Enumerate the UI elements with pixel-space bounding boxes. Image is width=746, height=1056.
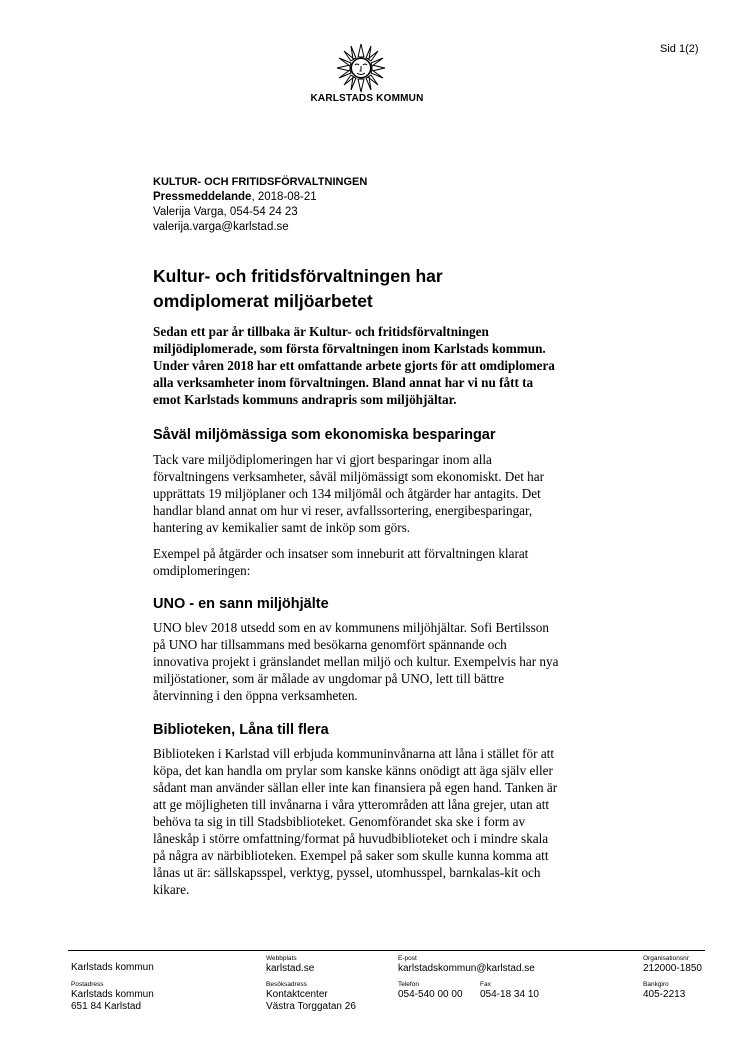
contact-email: valerija.varga@karlstad.se xyxy=(153,221,289,233)
lead-line: Under våren 2018 har ett omfattande arbete gjorts för att omdiplomera xyxy=(153,358,555,373)
paragraph-line: handlar bland annat om hur vi reser, avfallssortering, energibesparingar, xyxy=(153,503,533,518)
paragraph-line: återvinning i den öppna verksamheten. xyxy=(153,688,358,703)
press-label: Pressmeddelande xyxy=(153,191,252,203)
footer-post-line: Karlstads kommun xyxy=(71,989,154,1000)
lead-paragraph xyxy=(153,323,633,408)
footer-org-name: Karlstads kommun xyxy=(71,962,154,973)
footer-web-label: Webbplats xyxy=(266,955,297,962)
footer-visit-line: Kontaktcenter xyxy=(266,989,328,1000)
paragraph-line: behöva ta sig in till Stadsbiblioteket. Genomförandet ska ske i form av xyxy=(153,814,526,829)
headline-line: omdiplomerat miljöarbetet xyxy=(153,291,373,311)
lead-line: emot Karlstads kommuns andrapris som miljöhjältar. xyxy=(153,392,457,407)
paragraph-line: upprättats 19 miljöplaner och 134 miljömål och åtgärder har antagits. Det xyxy=(153,486,541,501)
footer-bankgiro-value: 405-2213 xyxy=(643,989,686,1000)
footer-orgnr xyxy=(643,955,702,975)
lead-line: alla verksamheter inom förvaltningen. Bland annat har vi nu fått ta xyxy=(153,375,534,390)
paragraph-line: på UNO har tillsammans med besökarna genomfört spännande och xyxy=(153,637,507,652)
headline xyxy=(153,264,613,314)
footer-fax-value: 054-18 34 10 xyxy=(480,989,539,1000)
paragraph-line: sådant man använder sällan eller inte kan finansiera på egen hand. Tanken är xyxy=(153,780,558,795)
footer-web xyxy=(266,955,314,975)
footer-phone-value: 054-540 00 00 xyxy=(398,989,463,1000)
footer-post xyxy=(71,981,154,1013)
lead-line: miljödiplomerade, som första förvaltningen inom Karlstads kommun. xyxy=(153,341,546,356)
footer-post-line: 651 84 Karlstad xyxy=(71,1001,142,1012)
section-paragraph xyxy=(153,451,633,536)
sun-logo-icon xyxy=(336,42,386,94)
page-number: Sid 1(2) xyxy=(660,43,699,55)
paragraph-line: förvaltningens verksamheter, såväl miljömässigt som ekonomiskt. Det har xyxy=(153,469,544,484)
paragraph-line: låneskåp i större omfattning/format på huvudbiblioteket och i mindre skala xyxy=(153,831,549,846)
paragraph-line: kikare. xyxy=(153,882,190,897)
footer-phone-label: Telefon xyxy=(398,981,419,988)
footer-fax xyxy=(480,981,539,1001)
paragraph-line: Exempel på åtgärder och insatser som inneburit att förvaltningen klarat xyxy=(153,546,529,561)
paragraph-line: miljöstationer, som är målade av ungdomar på UNO, lett till bättre xyxy=(153,671,505,686)
footer-email-value: karlstadskommun@karlstad.se xyxy=(398,963,535,974)
paragraph-line: omdiplomeringen: xyxy=(153,563,251,578)
footer-org xyxy=(71,962,154,974)
footer-visit-line: Västra Torggatan 26 xyxy=(266,1001,356,1012)
footer-post-label: Postadress xyxy=(71,981,104,988)
sender-block xyxy=(153,175,367,235)
headline-line: Kultur- och fritidsförvaltningen har xyxy=(153,266,443,286)
paragraph-line: att ge möjligheten till invånarna i våra ytterområden att låna grejer, utan att xyxy=(153,797,550,812)
footer-divider xyxy=(68,950,705,951)
paragraph-line: köpa, det kan handla om prylar som kanske känns onödigt att äga själv eller xyxy=(153,763,553,778)
section-paragraph xyxy=(153,745,633,898)
paragraph-line: innovativa projekt i gränslandet mellan miljö och kultur. Exempelvis har nya xyxy=(153,654,559,669)
paragraph-line: Tack vare miljödiplomeringen har vi gjort besparingar inom alla xyxy=(153,452,492,467)
lead-line: Sedan ett par år tillbaka är Kultur- och fritidsförvaltningen xyxy=(153,324,489,339)
paragraph-line: på några av närbiblioteken. Exempel på saker som skulle kunna komma att xyxy=(153,848,549,863)
footer-bankgiro xyxy=(643,981,685,1001)
footer-visit-label: Besöksadress xyxy=(266,981,307,988)
department-name: KULTUR- OCH FRITIDSFÖRVALTNINGEN xyxy=(153,176,368,188)
contact-line: Valerija Varga, 054-54 24 23 xyxy=(153,206,298,218)
footer-visit xyxy=(266,981,356,1013)
paragraph-line: Biblioteken i Karlstad vill erbjuda kommuninvånarna att låna i stället för att xyxy=(153,746,555,761)
footer-email-label: E-post xyxy=(398,955,417,962)
logo-wordmark: KARLSTADS KOMMUN xyxy=(310,93,424,104)
press-line xyxy=(153,190,367,205)
footer-phone xyxy=(398,981,463,1001)
footer-web-value: karlstad.se xyxy=(266,963,315,974)
footer-fax-label: Fax xyxy=(480,981,491,988)
section-heading-savings: Såväl miljömässiga som ekonomiska besparingar xyxy=(153,427,496,443)
section-heading-uno: UNO - en sann miljöhjälte xyxy=(153,596,329,612)
section-heading-libraries: Biblioteken, Låna till flera xyxy=(153,722,329,738)
paragraph-line: hantering av kemikalier samt de inköp som görs. xyxy=(153,520,411,535)
footer-email xyxy=(398,955,535,975)
section-paragraph xyxy=(153,545,633,579)
section-paragraph xyxy=(153,619,633,704)
paragraph-line: lånas ut är: sällskapsspel, verktyg, pyssel, utomhusspel, barnkalas-kit och xyxy=(153,865,541,880)
footer-bankgiro-label: Bankgiro xyxy=(643,981,669,988)
footer-orgnr-label: Organisationsnr xyxy=(643,955,689,962)
press-date: , 2018-08-21 xyxy=(251,191,317,203)
footer-orgnr-value: 212000-1850 xyxy=(643,963,702,974)
paragraph-line: UNO blev 2018 utsedd som en av kommunens miljöhjältar. Sofi Bertilsson xyxy=(153,620,549,635)
